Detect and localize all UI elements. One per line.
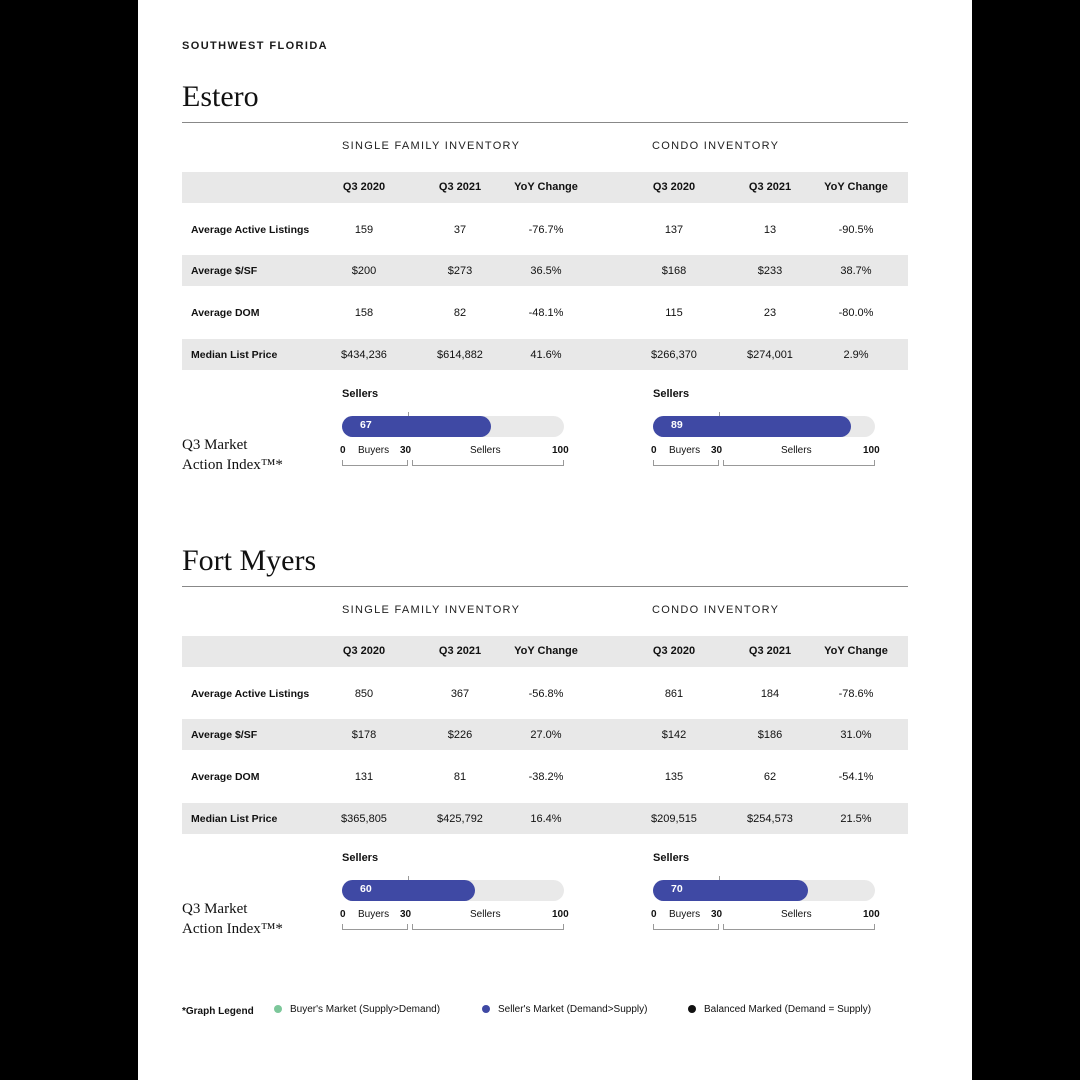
condo-cell: 62 bbox=[763, 771, 777, 783]
report-page bbox=[138, 0, 972, 1080]
mai-title-line-2: Action Index™* bbox=[182, 457, 283, 473]
sellers-range-bracket bbox=[412, 924, 564, 930]
gauge-tick bbox=[719, 876, 720, 880]
city-title: Fort Myers bbox=[182, 544, 317, 577]
scale-min: 0 bbox=[340, 909, 346, 920]
scale-mid: 30 bbox=[711, 909, 723, 920]
condo-cell: 21.5% bbox=[840, 813, 872, 825]
single-family-cell: -76.7% bbox=[528, 224, 564, 236]
single-family-cell: -38.2% bbox=[528, 771, 564, 783]
scale-sellers-label: Sellers bbox=[781, 445, 812, 456]
condo-cell: 137 bbox=[664, 224, 684, 236]
mai-title-line-2: Action Index™* bbox=[182, 921, 283, 937]
single-family-cell: 850 bbox=[354, 688, 374, 700]
buyers-range-bracket bbox=[342, 924, 408, 930]
condo-cell: $186 bbox=[757, 729, 783, 741]
scale-buyers-label: Buyers bbox=[358, 445, 390, 456]
condo-cell: 115 bbox=[665, 307, 683, 319]
scale-sellers-label: Sellers bbox=[781, 909, 812, 920]
single-family-cell: $434,236 bbox=[341, 349, 387, 361]
condo-title: CONDO INVENTORY bbox=[652, 140, 780, 152]
column-header: Q3 2021 bbox=[438, 645, 482, 657]
gauge-fill bbox=[653, 416, 851, 437]
single-family-cell: $273 bbox=[447, 265, 473, 277]
gauge-tick bbox=[719, 412, 720, 416]
single-family-cell: $365,805 bbox=[341, 813, 387, 825]
scale-sellers-label: Sellers bbox=[470, 909, 501, 920]
legend-title: *Graph Legend bbox=[182, 1006, 254, 1017]
condo-title: CONDO INVENTORY bbox=[652, 604, 780, 616]
scale-min: 0 bbox=[651, 445, 657, 456]
condo-cell: -80.0% bbox=[838, 307, 874, 319]
row-label: Median List Price bbox=[191, 349, 278, 361]
sellers-range-bracket bbox=[723, 460, 875, 466]
sellers-range-bracket bbox=[723, 924, 875, 930]
column-header: Q3 2021 bbox=[438, 181, 482, 193]
scale-min: 0 bbox=[651, 909, 657, 920]
section-divider bbox=[182, 586, 908, 587]
column-header: Q3 2020 bbox=[342, 645, 386, 657]
gauge-fill bbox=[653, 880, 808, 901]
condo-cell: 184 bbox=[760, 688, 780, 700]
scale-buyers-label: Buyers bbox=[669, 445, 701, 456]
condo-cell: 38.7% bbox=[840, 265, 872, 277]
single-family-cell: 81 bbox=[453, 771, 467, 783]
sellers-range-bracket bbox=[412, 460, 564, 466]
column-header: Q3 2021 bbox=[748, 645, 792, 657]
market-section bbox=[182, 544, 908, 964]
gauge-value: 89 bbox=[671, 419, 683, 431]
scale-max: 100 bbox=[552, 445, 569, 456]
single-family-cell: -48.1% bbox=[528, 307, 564, 319]
scale-mid: 30 bbox=[400, 445, 412, 456]
column-header: YoY Change bbox=[824, 645, 888, 657]
market-status-label: Sellers bbox=[653, 388, 690, 400]
single-family-cell: $200 bbox=[351, 265, 377, 277]
market-action-index-gauge bbox=[653, 880, 875, 901]
single-family-cell: 41.6% bbox=[530, 349, 562, 361]
gauge-fill bbox=[342, 880, 475, 901]
gauge-value: 67 bbox=[360, 419, 372, 431]
market-action-index-gauge bbox=[653, 416, 875, 437]
condo-cell: 23 bbox=[763, 307, 777, 319]
condo-cell: $254,573 bbox=[747, 813, 793, 825]
single-family-cell: -56.8% bbox=[528, 688, 564, 700]
condo-cell: 31.0% bbox=[840, 729, 872, 741]
gauge-tick bbox=[408, 412, 409, 416]
row-label: Average $/SF bbox=[191, 729, 258, 741]
single-family-cell: 159 bbox=[354, 224, 374, 236]
condo-cell: $168 bbox=[661, 265, 687, 277]
gauge-value: 70 bbox=[671, 883, 683, 895]
row-label: Average $/SF bbox=[191, 265, 258, 277]
single-family-cell: 16.4% bbox=[530, 813, 562, 825]
condo-cell: $209,515 bbox=[651, 813, 697, 825]
row-label: Average DOM bbox=[191, 307, 260, 319]
condo-cell: $266,370 bbox=[651, 349, 697, 361]
region-label: SOUTHWEST FLORIDA bbox=[182, 40, 329, 52]
column-header: Q3 2021 bbox=[748, 181, 792, 193]
row-label: Median List Price bbox=[191, 813, 278, 825]
column-header: Q3 2020 bbox=[342, 181, 386, 193]
market-action-index-gauge bbox=[342, 416, 564, 437]
buyers-range-bracket bbox=[653, 460, 719, 466]
column-header: Q3 2020 bbox=[652, 181, 696, 193]
condo-cell: -78.6% bbox=[838, 688, 874, 700]
market-action-index-title bbox=[182, 435, 283, 475]
scale-min: 0 bbox=[340, 445, 346, 456]
balanced-dot-icon bbox=[688, 1005, 696, 1013]
mai-title-line-1: Q3 Market bbox=[182, 901, 248, 917]
buyers-range-bracket bbox=[653, 924, 719, 930]
row-label: Average Active Listings bbox=[191, 224, 310, 236]
condo-cell: -90.5% bbox=[838, 224, 874, 236]
scale-buyers-label: Buyers bbox=[358, 909, 390, 920]
legend-item-sellers: Seller's Market (Demand>Supply) bbox=[482, 1004, 647, 1015]
gauge-value: 60 bbox=[360, 883, 372, 895]
scale-sellers-label: Sellers bbox=[470, 445, 501, 456]
condo-cell: 861 bbox=[664, 688, 684, 700]
single-family-cell: 37 bbox=[453, 224, 467, 236]
single-family-cell: $425,792 bbox=[437, 813, 483, 825]
single-family-title: SINGLE FAMILY INVENTORY bbox=[342, 140, 521, 152]
scale-max: 100 bbox=[863, 445, 880, 456]
legend-item-buyers: Buyer's Market (Supply>Demand) bbox=[274, 1004, 440, 1015]
row-label: Average Active Listings bbox=[191, 688, 310, 700]
single-family-cell: 82 bbox=[453, 307, 467, 319]
gauge-tick bbox=[408, 876, 409, 880]
scale-max: 100 bbox=[552, 909, 569, 920]
section-divider bbox=[182, 122, 908, 123]
market-status-label: Sellers bbox=[342, 388, 379, 400]
scale-mid: 30 bbox=[400, 909, 412, 920]
legend-item-balanced: Balanced Marked (Demand = Supply) bbox=[688, 1004, 871, 1015]
market-action-index-title bbox=[182, 899, 283, 939]
condo-cell: 13 bbox=[763, 224, 777, 236]
condo-cell: -54.1% bbox=[838, 771, 874, 783]
buyers-dot-icon bbox=[274, 1005, 282, 1013]
single-family-title: SINGLE FAMILY INVENTORY bbox=[342, 604, 521, 616]
scale-mid: 30 bbox=[711, 445, 723, 456]
city-title: Estero bbox=[182, 80, 259, 113]
buyers-range-bracket bbox=[342, 460, 408, 466]
condo-cell: $233 bbox=[757, 265, 783, 277]
scale-max: 100 bbox=[863, 909, 880, 920]
condo-cell: 2.9% bbox=[843, 349, 869, 361]
market-action-index-gauge bbox=[342, 880, 564, 901]
sellers-dot-icon bbox=[482, 1005, 490, 1013]
scale-buyers-label: Buyers bbox=[669, 909, 701, 920]
single-family-cell: 158 bbox=[354, 307, 374, 319]
column-header: YoY Change bbox=[514, 645, 578, 657]
single-family-cell: $226 bbox=[447, 729, 473, 741]
single-family-cell: 131 bbox=[354, 771, 374, 783]
condo-cell: 135 bbox=[664, 771, 684, 783]
single-family-cell: $178 bbox=[351, 729, 377, 741]
column-header: YoY Change bbox=[514, 181, 578, 193]
row-label: Average DOM bbox=[191, 771, 260, 783]
condo-cell: $142 bbox=[661, 729, 687, 741]
single-family-cell: 367 bbox=[450, 688, 470, 700]
condo-cell: $274,001 bbox=[747, 349, 793, 361]
market-section bbox=[182, 80, 908, 500]
market-status-label: Sellers bbox=[342, 852, 379, 864]
gauge-fill bbox=[342, 416, 491, 437]
column-header: Q3 2020 bbox=[652, 645, 696, 657]
single-family-cell: $614,882 bbox=[437, 349, 483, 361]
mai-title-line-1: Q3 Market bbox=[182, 437, 248, 453]
market-status-label: Sellers bbox=[653, 852, 690, 864]
column-header: YoY Change bbox=[824, 181, 888, 193]
single-family-cell: 27.0% bbox=[530, 729, 562, 741]
single-family-cell: 36.5% bbox=[530, 265, 562, 277]
